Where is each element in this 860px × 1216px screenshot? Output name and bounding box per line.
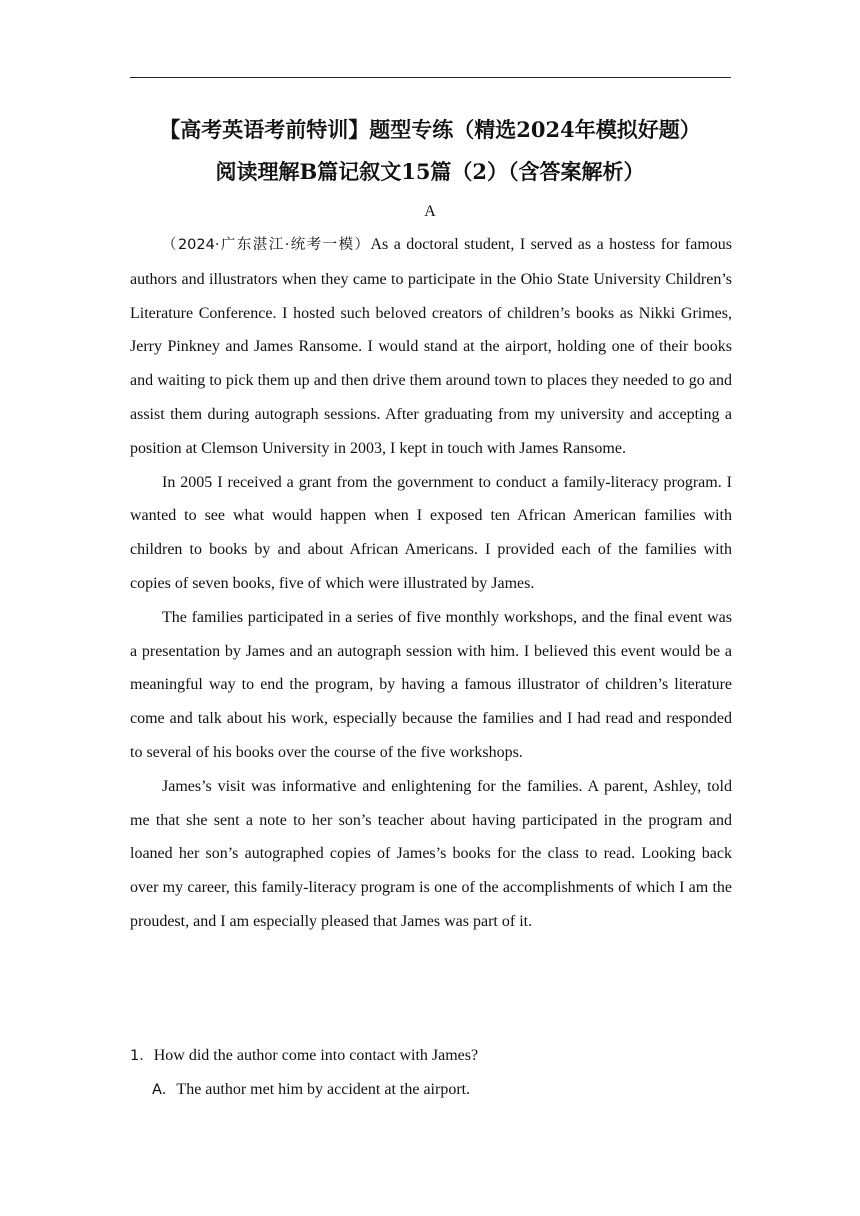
passage-source: （2024·广东湛江·统考一模） [162, 237, 371, 253]
document-title-line1: 【高考英语考前特训】题型专练（精选2024年模拟好题） [159, 117, 701, 142]
paragraph-text: In 2005 I received a grant from the government to conduct a family-literacy program. I wanted to see what would happen when I exposed ten African American families with children to books by and about African Americans. I provided each of the families with copies of seven books, five of which were illustrated by James. [130, 473, 732, 592]
passage-section-letter: A [424, 203, 436, 220]
passage-paragraph [130, 466, 732, 601]
passage-paragraph [130, 601, 732, 770]
question-1 [130, 1041, 478, 1071]
paragraph-text: James’s visit was informative and enlightening for the families. A parent, Ashley, told me that she sent a note to her son’s teacher about having participated in the program and loaned her son’s autographed copies of James’s books for the class to read. Looking back over my career, this family-literacy program is one of the accomplishments of which I am the proudest, and I am especially pleased that James was part of it. [130, 777, 732, 930]
option-text: The author met him by accident at the airport. [176, 1081, 471, 1098]
question-number: 1． [130, 1048, 154, 1064]
passage-paragraph [130, 228, 732, 466]
passage-body [130, 228, 732, 939]
paragraph-text: The families participated in a series of five monthly workshops, and the final event was a presentation by James and an autograph session with him. I believed this event would be a meaningful way to end the program, by having a famous illustrator of children’s literature come and talk about his work, especially because the families and I had read and responded to several of his books over the course of the five workshops. [130, 608, 732, 761]
paragraph-text: As a doctoral student, I served as a hostess for famous authors and illustrators when they came to participate in the Ohio State University Children’s Literature Conference. I hosted such beloved creators of children’s books as Nikki Grimes, Jerry Pinkney and James Ransome. I would stand at the airport, holding one of their books and waiting to pick them up and then drive them around town to places they needed to go and assist them during autograph sessions. After graduating from my university and accepting a position at Clemson University in 2003, I kept in touch with James Ransome. [130, 236, 732, 457]
document-title-line2: 阅读理解B篇记叙文15篇（2）（含答案解析） [215, 159, 645, 184]
question-1-option-a [152, 1075, 470, 1105]
option-letter: A． [152, 1082, 177, 1098]
header-rule [130, 77, 731, 78]
passage-paragraph [130, 770, 732, 939]
question-text: How did the author come into contact with James? [153, 1047, 479, 1064]
